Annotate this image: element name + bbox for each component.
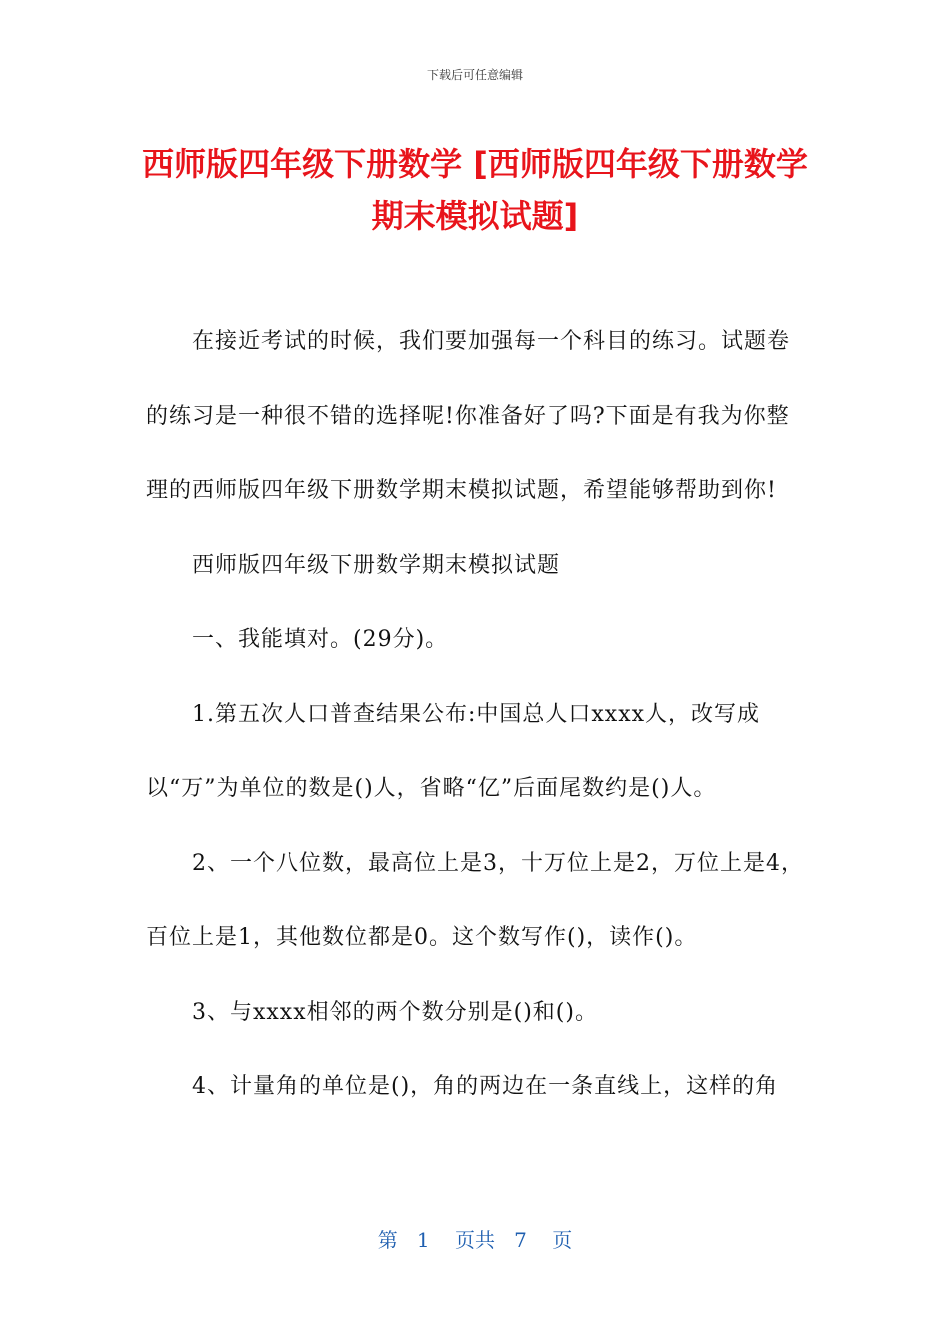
document-title: 西师版四年级下册数学 [西师版四年级下册数学期末模拟试题] — [142, 145, 808, 235]
footer-middle: 页共 — [455, 1228, 495, 1252]
paragraph-question-4: 4、计量角的单位是()，角的两边在一条直线上，这样的角 — [192, 1074, 779, 1099]
footer-page-current: 1 — [416, 1228, 430, 1252]
header-note: 下载后可任意编辑 — [426, 68, 523, 82]
footer-page-total: 7 — [514, 1228, 527, 1252]
paragraph-subtitle: 西师版四年级下册数学期末模拟试题 — [192, 552, 561, 578]
page-footer — [0, 1224, 950, 1253]
footer-suffix: 页 — [552, 1228, 573, 1252]
paragraph-intro: 在接近考试的时候，我们要加强每一个科目的练习。试题卷的练习是一种很不错的选择呢!你准备好了吗?下面是有我为你整理的西师版四年级下册数学期末模拟试题，希望能够帮助到你! — [146, 329, 791, 503]
paragraph-section-heading: 一、我能填对。(29分)。 — [192, 627, 449, 652]
paragraph-question-2: 2、一个八位数，最高位上是3，十万位上是2，万位上是4，百位上是1，其他数位都是0。这个数写作()，读作()。 — [146, 850, 804, 950]
document-body — [146, 305, 806, 1125]
paragraph-question-1: 1.第五次人口普查结果公布:中国总人口xxxx人，改写成以“万”为单位的数是()人，省略“亿”后面尾数约是()人。 — [146, 701, 761, 801]
paragraph-question-3: 3、与xxxx相邻的两个数分别是()和()。 — [192, 999, 598, 1025]
footer-prefix: 第 — [377, 1228, 398, 1252]
